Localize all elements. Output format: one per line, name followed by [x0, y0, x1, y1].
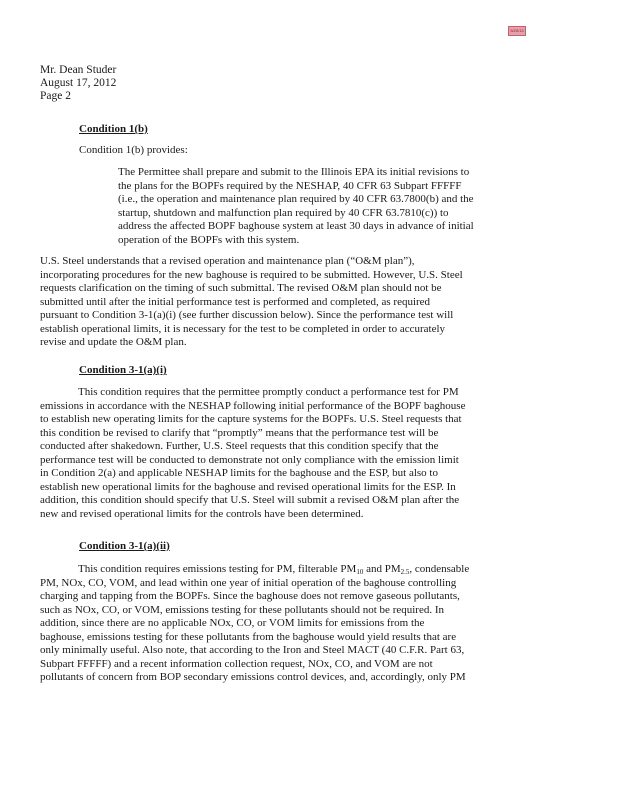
body-line: baghouse, emissions testing for these pollutants from the baghouse would yield results that are — [40, 630, 457, 643]
quote-line: operation of the BOPFs with this system. — [118, 233, 300, 246]
body-line: such as NOx, CO, or VOM, emissions testing for these pollutants should not be required. In — [40, 603, 445, 616]
page-number: Page 2 — [40, 90, 71, 102]
text-run: , condensable — [409, 563, 470, 575]
body-line: This condition requires that the permittee promptly conduct a performance test for PM — [78, 386, 459, 398]
letter-header — [40, 64, 116, 103]
condition-3-1-a-ii-body — [40, 563, 469, 685]
subscript: 10 — [356, 568, 364, 576]
body-line: conducted after shakedown. Further, U.S. Steel requests that this condition specify that the — [40, 440, 439, 452]
body-line: charging and tapping from the BOPFs. Since the baghouse does not remove gaseous pollutants, — [40, 590, 460, 602]
quote-line: The Permittee shall prepare and submit to the Illinois EPA its initial revisions to — [118, 166, 470, 178]
body-line: emissions in accordance with the NESHAP following initial performance of the BOPF baghouse — [40, 399, 466, 412]
body-line: pursuant to Condition 3-1(a)(i) (see further discussion below). Since the performance test will — [40, 309, 454, 321]
body-line: pollutants of concern from BOP secondary emissions control devices, and, accordingly, only PM — [40, 671, 466, 683]
body-line: U.S. Steel understands that a revised operation and maintenance plan (“O&M plan”), — [40, 255, 415, 267]
quote-line: address the affected BOPF baghouse system at least 30 days in advance of initial — [118, 220, 474, 232]
quote-line: (i.e., the operation and maintenance plan required by 40 CFR 63.7800(b) and the — [118, 193, 474, 205]
letter-date: August 17, 2012 — [40, 77, 117, 89]
body-line: establish new operational limits for the baghouse and revised operational limits for the ESP. In — [40, 480, 456, 493]
body-line-first — [40, 563, 469, 577]
body-line: addition, since there are no applicable NOx, CO, or VOM limits for emissions from the — [40, 617, 425, 629]
text-run: and PM — [363, 563, 401, 575]
condition-1b-body — [40, 255, 463, 350]
body-line: performance test will be conducted to demonstrate not only compliance with the emission limit — [40, 453, 459, 466]
heading-condition-3-1-a-ii: Condition 3-1(a)(ii) — [79, 540, 170, 552]
body-line: in Condition 2(a) and applicable NESHAP limits for the baghouse and the ESP, but also to — [40, 467, 438, 479]
body-line: incorporating procedures for the new baghouse is required to be submitted. However, U.S. Steel — [40, 268, 463, 281]
body-line: new and revised operational limits for the controls have been determined. — [40, 507, 364, 520]
body-line: this condition be revised to clarify that “promptly” means that the performance test will be — [40, 426, 439, 439]
body-line: only minimally useful. Also note, that according to the Iron and Steel MACT (40 C.F.R. Part 63, — [40, 644, 465, 656]
text-run: This condition requires emissions testing for PM, filterable PM — [78, 563, 357, 575]
condition-3-1-a-i-body — [40, 386, 465, 521]
body-line: PM, NOx, CO, VOM, and lead within one year of initial operation of the baghouse controlling — [40, 576, 457, 589]
heading-condition-1b: Condition 1(b) — [79, 123, 148, 135]
body-line: Subpart FFFFF) and a recent information collection request, NOx, CO, and VOM are not — [40, 657, 433, 670]
condition-1b-intro: Condition 1(b) provides: — [79, 144, 188, 156]
received-stamp — [508, 26, 526, 36]
body-line: submitted until after the initial performance test is performed and completed, as required — [40, 295, 431, 308]
body-line: addition, this condition should specify that U.S. Steel will submit a revised O&M plan after the — [40, 494, 460, 506]
quote-line: startup, shutdown and malfunction plan required by 40 CFR 63.7810(c)) to — [118, 206, 449, 219]
heading-condition-3-1-a-i: Condition 3-1(a)(i) — [79, 364, 167, 376]
body-line: to establish new operating limits for the capture systems for the BOPFs. U.S. Steel requests that — [40, 413, 462, 425]
subscript: 2.5 — [400, 568, 410, 576]
condition-1b-quote — [118, 166, 474, 247]
quote-line: the plans for the BOPFs required by the NESHAP, 40 CFR 63 Subpart FFFFF — [118, 179, 462, 192]
stamp-text: 5/20/13 — [510, 28, 524, 33]
body-line: establish operational limits, it is necessary for the test to be completed in order to accurately — [40, 322, 446, 335]
body-line: revise and update the O&M plan. — [40, 336, 187, 348]
body-line: requests clarification on the timing of such submittal. The revised O&M plan should not be — [40, 282, 442, 294]
recipient-name: Mr. Dean Studer — [40, 64, 117, 76]
